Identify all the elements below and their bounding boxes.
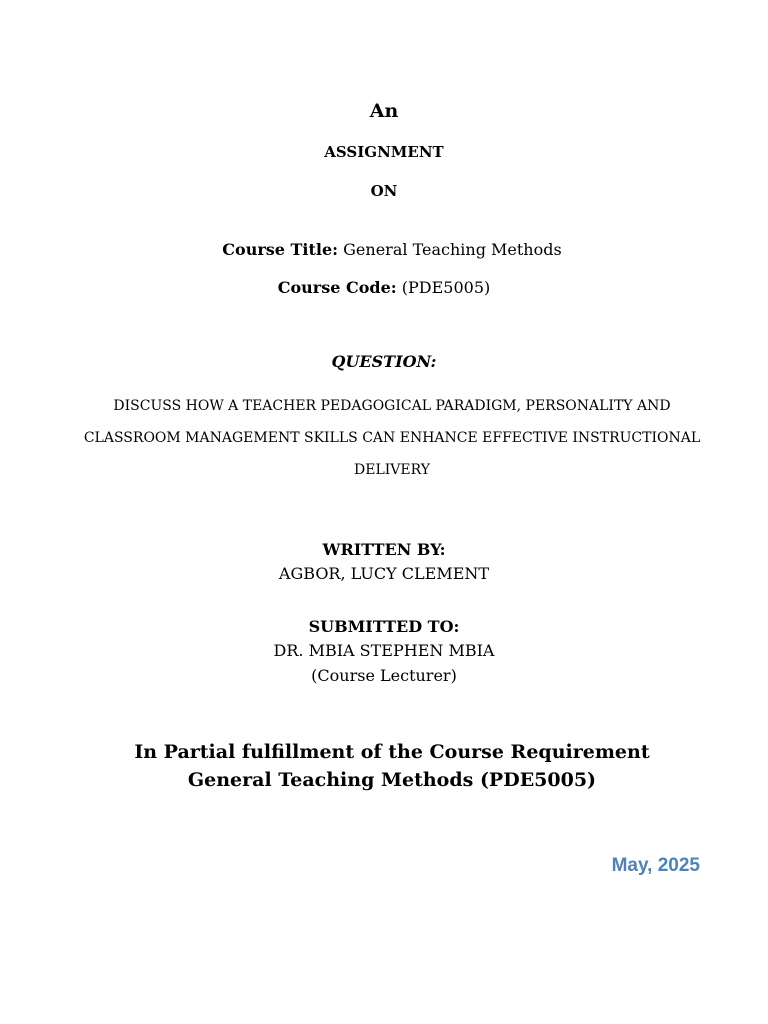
- submission-date: May, 2025: [611, 855, 700, 876]
- heading-assignment: ASSIGNMENT: [324, 143, 444, 161]
- course-code-label: Course Code:: [277, 278, 397, 297]
- course-code-value: (PDE5005): [396, 278, 491, 297]
- submitted-to-role: (Course Lecturer): [311, 666, 457, 685]
- submitted-to-name: DR. MBIA STEPHEN MBIA: [273, 641, 495, 660]
- question-label: QUESTION:: [331, 352, 437, 371]
- course-title-value: General Teaching Methods: [338, 240, 562, 259]
- submitted-to-label: SUBMITTED TO:: [308, 617, 460, 636]
- course-title-label: Course Title:: [222, 240, 339, 259]
- fulfillment-statement: In Partial fulfillment of the Course Requirement General Teaching Methods (PDE5005): [134, 741, 650, 791]
- course-code-line: [0, 278, 768, 297]
- question-text: DISCUSS HOW A TEACHER PEDAGOGICAL PARADIGM, PERSONALITY AND CLASSROOM MANAGEMENT SKILLS CAN ENHANCE EFFECTIVE INSTRUCTIONAL DELIVERY: [83, 398, 701, 478]
- course-title-line: [0, 240, 768, 259]
- heading-an: An: [369, 100, 399, 122]
- heading-on: ON: [370, 182, 398, 200]
- written-by-name: AGBOR, LUCY CLEMENT: [278, 564, 490, 583]
- written-by-label: WRITTEN BY:: [322, 540, 446, 559]
